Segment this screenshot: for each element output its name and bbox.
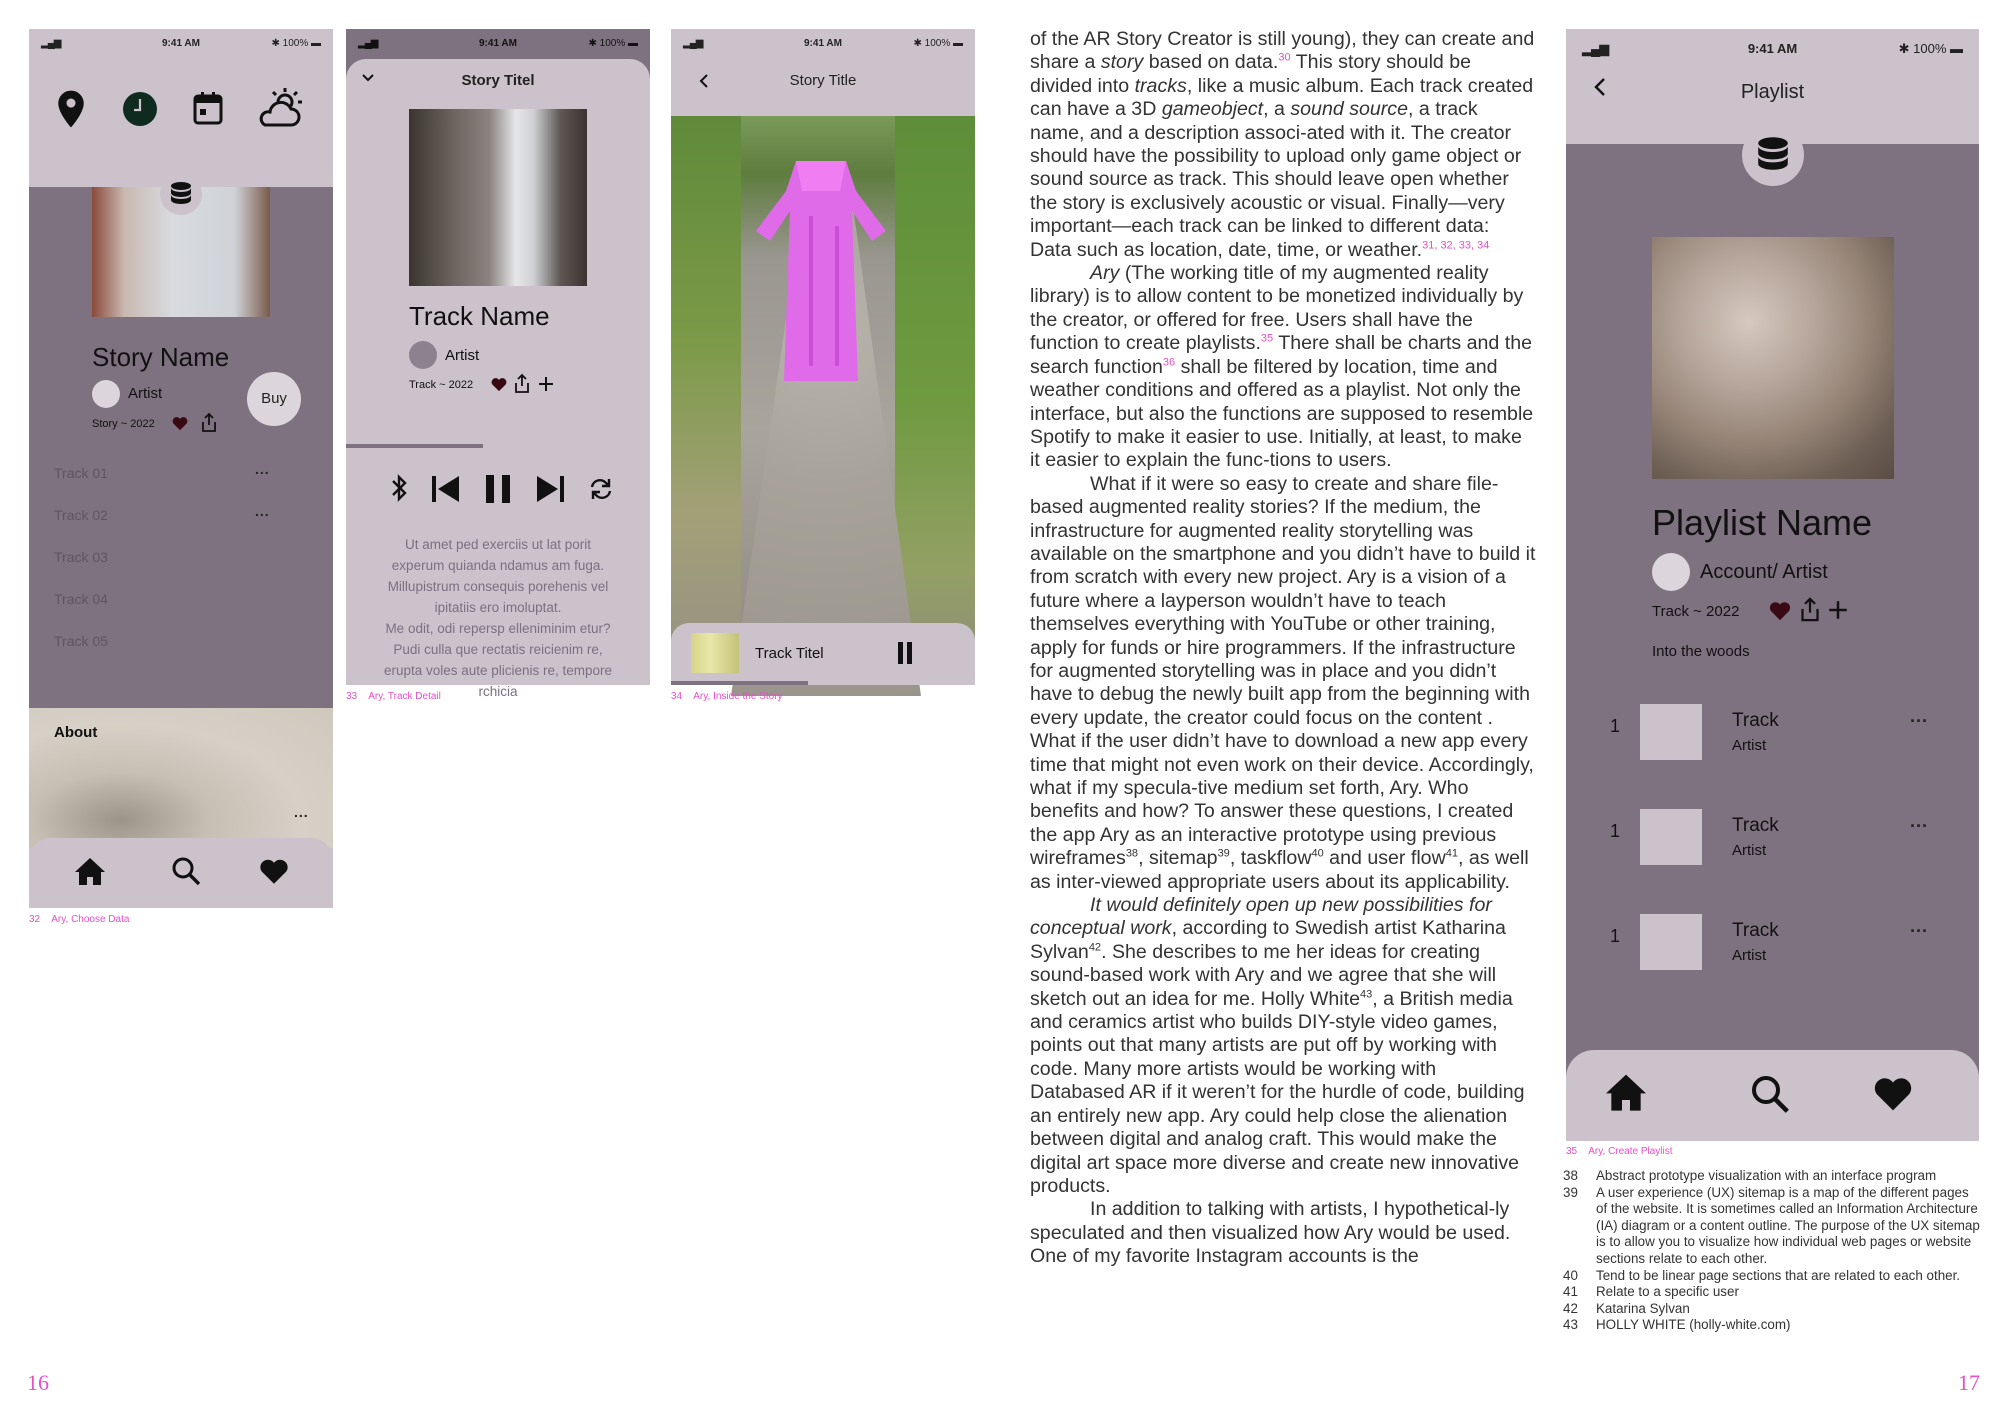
figure-caption [671,691,783,702]
track-item[interactable]: Track 02 [54,507,108,523]
bluetooth-icon[interactable] [390,473,408,503]
status-time: 9:41 AM [162,38,200,49]
status-bar [346,29,650,59]
battery-icon: ✱ 100% ▬ [588,38,638,49]
caption-number: 32 [29,914,41,925]
track-artist: Artist [1732,842,1767,859]
battery-icon: ✱ 100% ▬ [1898,41,1963,56]
database-icon[interactable] [1742,124,1804,186]
buy-button[interactable]: Buy [247,372,301,426]
mini-progress-fill [671,681,808,685]
search-icon[interactable] [171,856,201,886]
status-time: 9:41 AM [1747,41,1798,56]
location-pin-icon[interactable] [54,89,88,129]
track-number: 1 [1610,926,1621,946]
figure-caption [29,914,129,925]
add-icon[interactable] [538,376,554,392]
artist-avatar[interactable] [409,341,437,369]
playlist-title: Playlist [1740,81,1805,103]
signal-icon: ▂▄▆ [358,38,378,49]
track-item[interactable]: Track 01 [54,465,108,481]
caption-text: Ary, Inside the Story [693,691,783,702]
about-card[interactable] [29,708,333,848]
caption-number: 35 [1566,1146,1578,1157]
grass-left [671,116,741,685]
phone-playlist [1566,29,1979,1141]
mini-cover [691,633,739,673]
footnote: 41 Relate to a specific user [1563,1284,1739,1300]
phone-inside-story [671,29,975,685]
track-thumbnail [1640,809,1702,865]
footnote: 43 HOLLY WHITE (holly-white.com) [1563,1317,1791,1333]
paragraph: Ary (The working title of my augmented reality library) is to allow content to be monetized individually by the creator, or offered for free. Users shall have the function to create playlists.$^{35}$ There shall be charts and the search function$^{36}$ shall be filtered by location, time and weather conditions and offered as a playlist. Not only the interface, but also the functions are supposed to resemble Spotify to make it easier to use. Initially, at least, to make it easier to explain the func-tions to users. [1030,262,1534,472]
footnote: 42 Katarina Sylvan [1563,1300,1690,1316]
caption-number: 34 [671,691,683,702]
track-artist: Artist [1732,737,1767,754]
body-text [1030,28,1536,1269]
figure-caption [1566,1146,1673,1157]
home-icon[interactable] [74,856,106,886]
share-icon[interactable] [201,413,217,432]
playlist-name: Playlist Name [1652,502,1873,543]
more-icon[interactable]: ... [1910,916,1929,936]
calendar-icon[interactable] [193,91,223,125]
playlist-cover [1652,237,1894,479]
caption-text: Ary, Create Playlist [1588,1146,1673,1157]
progress-track[interactable] [346,444,650,448]
story-panel [29,187,333,708]
heart-icon[interactable] [259,858,289,885]
playlist-panel [1566,144,1979,1141]
skip-forward-icon[interactable] [534,473,566,505]
status-time: 9:41 AM [479,38,517,49]
signal-icon: ▂▄▆ [41,38,61,49]
home-icon[interactable] [1604,1072,1648,1112]
track-item[interactable]: Track 05 [54,633,108,649]
description-paragraph: Me odit, odi repersp elleniminim etur? Pudi culla que rectatis reicienim re, erupta voles aute plicienis re, tempore rchicia [383,621,613,699]
paragraph: What if it were so easy to create and share file-based augmented reality stories? If the medium, the infrastructure for augmented reality storytelling was available on the smartphone and you didn’t have to build it from scratch with every new project. Ary is a vision of a future where a layperson wouldn’t have to teach themselves everything with YouTube or other training, apply for funds or hire programmers. If the infrastructure for augmented storytelling was in place and you didn’t have to debug the newly built app from the beginning with every update, the creator could focus on the content . What if the user didn’t have to download a new app every time that might not even work on their device. Accordingly, what if my specula-tive medium set forth, Ary. Who benefits and how? To answer these questions, I created the app Ary as an interactive prototype using previous wireframes$^{38}$, sitemap$^{39}$, taskflow$^{40}$ and user flow$^{41}$, as well as inter-viewed appropriate users about its applicability. [1030,472,1536,893]
heart-icon[interactable] [1769,601,1791,621]
pause-icon[interactable] [897,641,913,665]
caption-text: Ary, Choose Data [51,914,130,925]
mini-track-title: Track Titel [755,645,824,662]
mini-player[interactable] [671,623,975,685]
database-icon[interactable] [160,173,202,215]
page-number-left: 16 [27,1370,49,1395]
track-number: 1 [1610,716,1621,736]
skip-back-icon[interactable] [430,473,462,505]
track-thumbnail [1640,914,1702,970]
more-icon[interactable]: ... [1910,706,1929,726]
track-artist: Artist [1732,947,1767,964]
bottom-nav [1566,1050,1979,1141]
track-item[interactable]: Track 03 [54,549,108,565]
playlist-meta: Track ~ 2022 [1652,603,1740,620]
account-avatar[interactable] [1652,553,1690,591]
track-description [381,534,615,702]
story-name: Story Name [92,342,230,372]
paragraph: of the AR Story Creator is still young), they can create and share a story based on data.$^{30}$ This story should be divided into tracks, like a music album. Each track created can have a 3D gameobject, a sound source, a track name, and a description associ-ated with it. The creator should have the possibility to upload only game object or sound source as track. This should leave open whether the story is exclusively acoustic or visual. Finally—very important—each track can be linked to different data: Data such as location, date, time, or weather.$^{31, 32, 33, 34}$ [1030,28,1535,261]
playlist-description: Into the woods [1652,643,1750,660]
track-name: Track Name [409,301,550,331]
description-paragraph: Ut amet ped exerciis ut lat porit experum quianda ndamus am fuga. Millupistrum consequis porehenis vel ipitatiis ero imoluptat. [387,537,609,615]
track-thumbnail [1640,704,1702,760]
status-bar [29,29,333,59]
status-time: 9:41 AM [804,38,842,49]
repeat-icon[interactable] [588,476,614,502]
ar-dress-object[interactable] [751,156,891,396]
story-meta: Story ~ 2022 [92,418,155,430]
clock-icon[interactable] [122,91,158,127]
heart-icon[interactable] [1873,1076,1913,1112]
more-icon[interactable]: ... [294,804,309,820]
heart-icon[interactable] [172,416,188,431]
page-number-right: 17 [1958,1370,1980,1395]
artist-name[interactable]: Artist [128,385,163,402]
track-title: Track [1732,710,1779,731]
progress-fill [346,444,483,448]
pause-icon[interactable] [483,473,513,505]
caption-number: 33 [346,691,358,702]
footnote: 40 Tend to be linear page sections that are related to each other. [1563,1267,1961,1283]
footnote: 39 A user experience (UX) sitemap is a map of the different pages of the website. It is sometimes called an Information Architecture (IA) diagram or a content outline. The purpose of the UX sitemap is to allow you to visualize how individual web pages or website sections relate to each other. [1563,1184,1980,1266]
figure-caption [346,691,441,702]
phone-choose-data [29,29,333,908]
playlist-track-row[interactable] [1566,809,1979,879]
share-icon[interactable] [514,374,530,393]
search-icon[interactable] [1750,1074,1790,1114]
about-title: About [54,724,98,741]
share-icon[interactable] [1800,597,1820,622]
playlist-track-row[interactable] [1566,914,1979,984]
more-icon[interactable]: ... [255,461,270,477]
footnote: 38 Abstract prototype visualization with an interface program [1563,1168,1937,1183]
story-title: Story Titel [461,72,535,89]
more-icon[interactable]: ... [255,503,270,519]
account-name[interactable]: Account/ Artist [1700,561,1828,583]
status-bar [671,29,975,59]
battery-icon: ✱ 100% ▬ [913,38,963,49]
track-number: 1 [1610,821,1621,841]
signal-icon: ▂▄▆ [683,38,703,49]
playlist-track-row[interactable] [1566,704,1979,774]
add-icon[interactable] [1828,600,1848,620]
signal-icon: ▂▄▆ [1582,41,1609,56]
bottom-nav [29,838,333,908]
artist-avatar[interactable] [92,380,120,408]
story-title: Story Title [789,72,857,89]
track-item[interactable]: Track 04 [54,591,108,607]
track-meta: Track ~ 2022 [409,379,474,391]
more-icon[interactable]: ... [1910,811,1929,831]
caption-text: Ary, Track Detail [368,691,441,702]
track-title: Track [1732,815,1779,836]
track-cover [409,109,587,286]
status-bar [1566,29,1979,69]
footnotes [1563,1168,1983,1334]
paragraph: It would definitely open up new possibilities for conceptual work, according to Swedish artist Katharina Sylvan$^{42}$. She describes to me her ideas for creating sound-based work with Ary and we agree that she will sketch out an idea for me. Holly White$^{43}$, a British media and ceramics artist who builds DIY-style video games, points out that many artists are put off by working with code. Many more artists would be working with Databased AR if it weren’t for the hurdle of code, building an entirely new app. Ary could help close the alienation between digital and analog craft. This would make the digital art space more diverse and create new innovative products. [1030,894,1525,1197]
paragraph: In addition to talking with artists, I hypothetical-ly speculated and then visualized how Ary would be used. One of my favorite Instagram accounts is the [1030,1198,1511,1268]
track-title: Track [1732,920,1779,941]
ar-camera-view[interactable] [671,116,975,685]
heart-icon[interactable] [491,377,507,392]
artist-name[interactable]: Artist [445,347,480,364]
mini-progress [671,681,975,685]
weather-icon[interactable] [257,87,305,129]
battery-icon: ✱ 100% ▬ [271,38,321,49]
